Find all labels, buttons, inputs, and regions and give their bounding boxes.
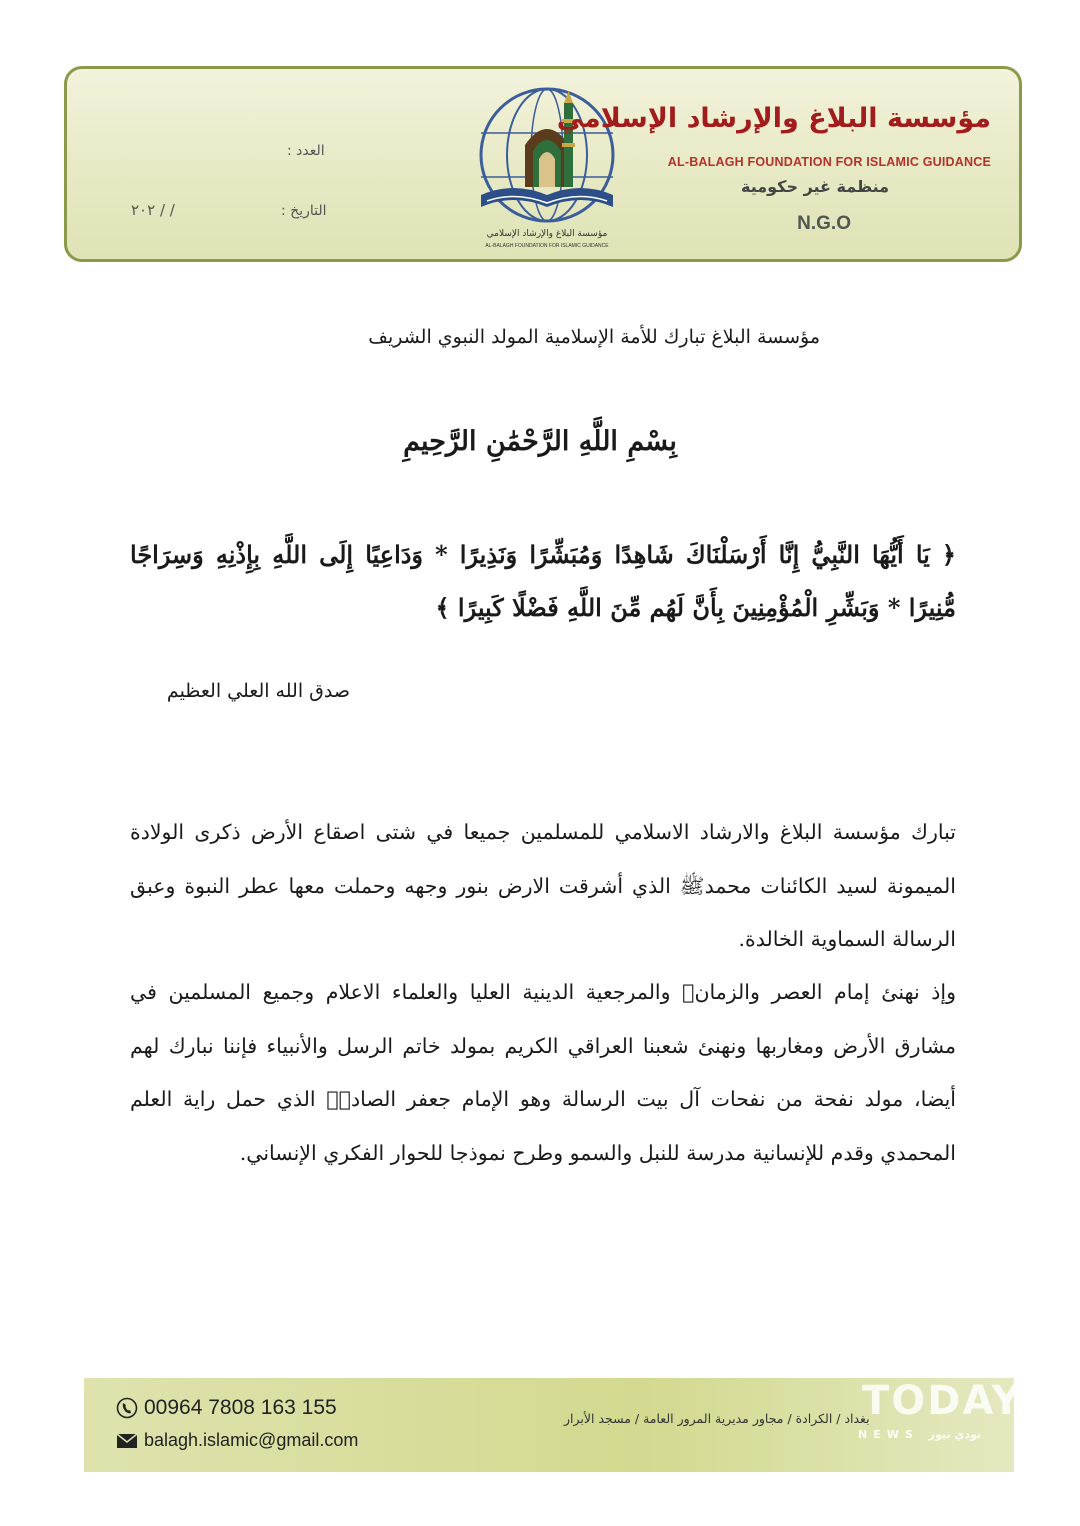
logo-caption-arabic: مؤسسة البلاغ والإرشاد الإسلامي	[486, 229, 608, 239]
phone-icon	[116, 1397, 138, 1419]
news-watermark	[842, 1378, 1023, 1448]
paragraph-imam-sadiq: وإذ نهنئ إمام العصر والزمانﷺ والمرجعية الدينية العليا والعلماء الاعلام وجميع المسلمين في مشارق الأرض ومغاربها ونهنئ شعبنا العراقي الكريم بمولد خاتم الرسل والأنبياء فإننا نبارك لهم أيضا، مولد نفحة من نفحات آل بيت الرسالة وهو الإمام جعفر الصادقؑ الذي حمل راية العلم المحمدي وقدم للإنسانية مدرسة للنبل والسمو وطرح نموذجا للحوار الفكري الإنساني.	[130, 980, 956, 1165]
document-date-value: / / ٢٠٢	[131, 201, 175, 219]
watermark-logo-text: TODAY	[862, 1378, 1023, 1424]
document-number-label: العدد :	[287, 143, 325, 159]
logo-caption-english: AL-BALAGH FOUNDATION FOR ISLAMIC GUIDANCE	[485, 243, 609, 249]
organization-type-arabic: منظمة غير حكومية	[740, 177, 889, 196]
document-date-label: التاريخ :	[281, 203, 327, 219]
contact-phone	[116, 1396, 337, 1420]
quran-verse: ﴿ يَا أَيُّهَا النَّبِيُّ إِنَّا أَرْسَلْنَاكَ شَاهِدًا وَمُبَشِّرًا وَنَذِيرًا * وَدَاعِيًا إِلَى اللَّهِ بِإِذْنِهِ وَسِرَاجًا مُّنِيرًا * وَبَشِّرِ الْمُؤْمِنِينَ بِأَنَّ لَهُم مِّنَ اللَّهِ فَضْلًا كَبِيرًا ﴾	[130, 540, 956, 622]
letterhead-header	[64, 66, 1022, 262]
email-address[interactable]: balagh.islamic@gmail.com	[144, 1430, 359, 1450]
contact-email	[116, 1430, 358, 1451]
organization-type-english: N.G.O	[797, 213, 851, 234]
phone-number[interactable]: 00964 7808 163 155	[144, 1396, 337, 1419]
organization-name-english: AL-BALAGH FOUNDATION FOR ISLAMIC GUIDANCE	[667, 155, 991, 169]
mail-icon	[116, 1433, 138, 1449]
verse-closing: صدق الله العلي العظيم	[166, 680, 350, 702]
paragraph-congratulations: تبارك مؤسسة البلاغ والارشاد الاسلامي للمسلمين جميعا في شتى اصقاع الأرض ذكرى الولادة الميمونة لسيد الكائنات محمدﷺ الذي أشرقت الارض بنور وجهه وحملت معها عطر النبوة وعبق الرسالة السماوية الخالدة.	[130, 820, 956, 951]
organization-name-arabic: مؤسسة البلاغ والإرشاد الإسلامي	[556, 103, 991, 134]
watermark-sub-text: NEWS تودي نيوز	[858, 1428, 982, 1441]
postal-address: بغداد / الكرادة / مجاور مديرية المرور العامة / مسجد الأبرار	[564, 1411, 870, 1426]
basmala: بِسْمِ اللَّهِ الرَّحْمَٰنِ الرَّحِيمِ	[403, 426, 677, 457]
statement-title: مؤسسة البلاغ تبارك للأمة الإسلامية المولد النبوي الشريف	[368, 326, 820, 348]
